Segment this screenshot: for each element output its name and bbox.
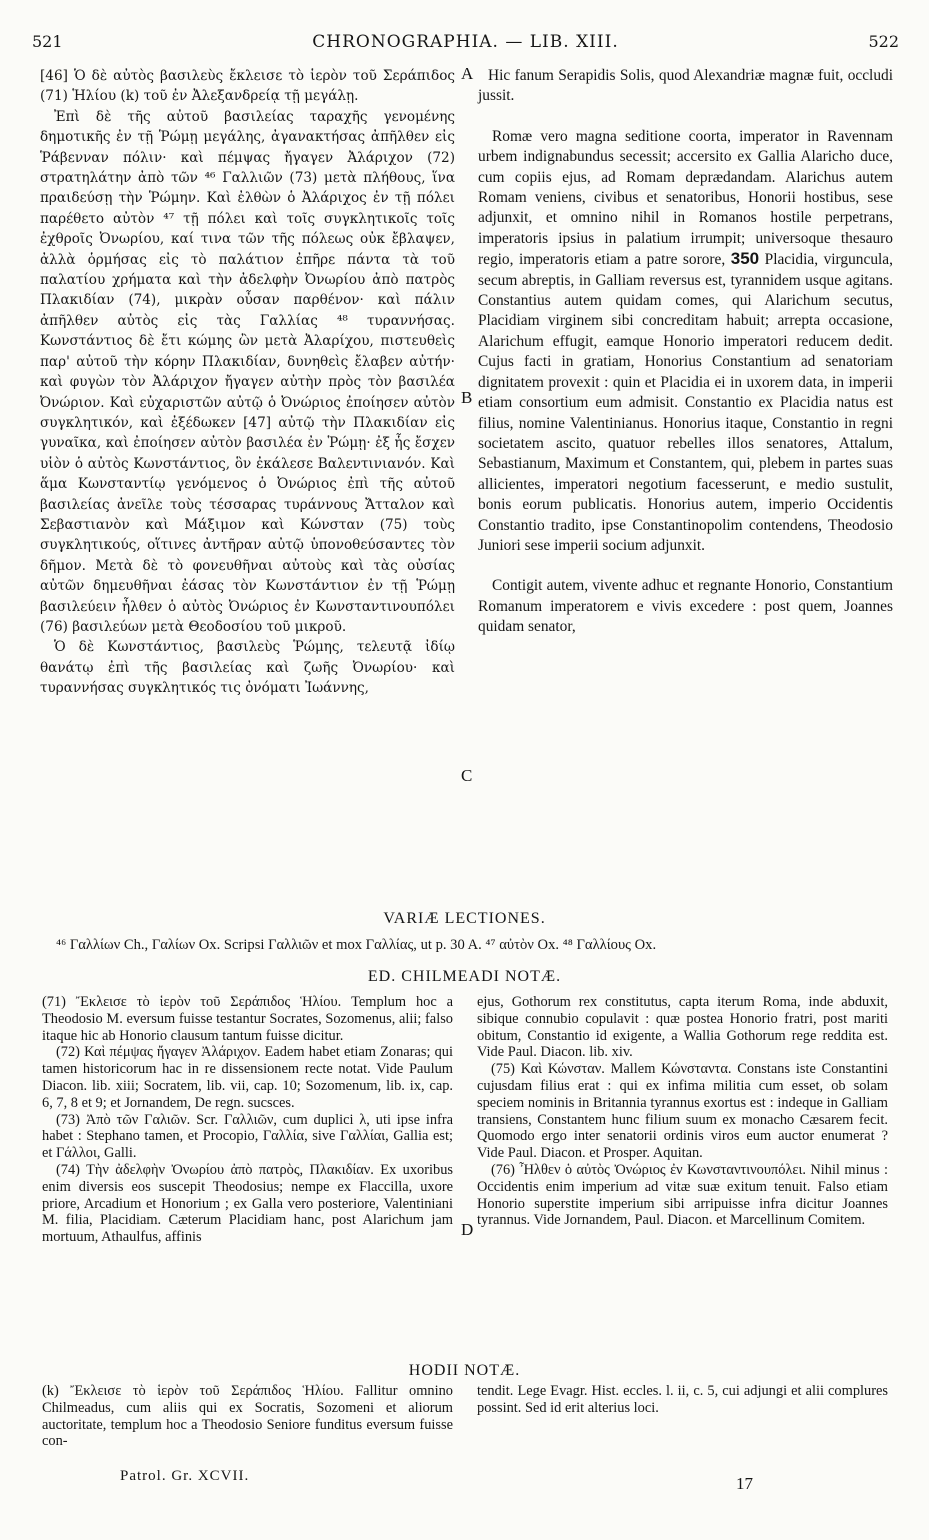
latin-paragraph-3: Contigit autem, vivente adhuc et regnante Honorio, Constantium Romanum imperatorem e vivis excedere : post quem, Joannes quidam senator,: [478, 577, 893, 636]
page-number-right: 522: [868, 32, 899, 51]
hodii-heading: HODII NOTÆ.: [408, 1362, 521, 1379]
note-74-cont: ejus, Gothorum rex constitutus, capta iterum Roma, inde abduxit, sibique connubio copulavit : quæ postea Honorio fratri, post mariti obitum, Constantio id exigente, a Wallia Gothorum rege reddita est. Vide Paul. Diacon. lib. xiv.: [477, 994, 888, 1061]
chilmead-heading: ED. CHILMEADI NOTÆ.: [367, 968, 562, 985]
column-number: 350: [730, 249, 760, 269]
variae-heading: VARIÆ LECTIONES.: [383, 910, 546, 927]
latin-paragraph-2: [478, 127, 893, 557]
note-72: (72) Καὶ πέμψας ἤγαγεν Ἀλάριχον. Eadem habet etiam Zonaras; qui tamen historicorum hac in re dissensionem recte notat. Vide Paulum Diacon. lib. xiii; Socratem, lib. vii, cap. 10; Sozomenum, lib. ix, cap. 6, 7, 8 et 9; et Jornandem, De regn. sucsces.: [42, 1044, 453, 1111]
margin-marker-b: B: [461, 388, 473, 407]
hodii-note-k: (k) Ἔκλεισε τὸ ἱερὸν τοῦ Σεράπιδος Ἡλίου. Fallitur omnino Chilmeadus, cum aliis qui ex Socratis, Sozomeni et aliorum auctoritate, templum hoc a Theodosio Seniore funditus eversum fuisse con-: [42, 1383, 453, 1450]
note-71: (71) Ἔκλεισε τὸ ἱερὸν τοῦ Σεράπιδος Ἡλίου. Templum hoc a Theodosio M. eversum fuisse testantur Socrates, Sozomenus, alii; falso itaque hic ab Honorio clausum tantum fuisse dicitur.: [42, 994, 453, 1044]
chilmead-notes-right: [477, 994, 888, 1229]
footer-signature: Patrol. Gr. XCVII.: [120, 1468, 250, 1484]
chilmead-notes-left: [42, 994, 453, 1246]
variae-text: ⁴⁶ Γαλλίων Ch., Γαλίων Ox. Scripsi Γαλλιῶν et mox Γαλλίας, ut p. 30 A. ⁴⁷ αὐτὸν Ox. ⁴⁸ Γαλλίους Ox.: [56, 937, 657, 953]
greek-paragraph-2: Ἐπὶ δὲ τῆς αὐτοῦ βασιλείας ταραχῆς γενομένης δημοτικῆς ἐν τῇ Ῥώμῃ μεγάλης, ἀγανακτήσας ἀπῆλθεν εἰς Ῥάβενναν πόλιν· καὶ πέμψας ἤγαγεν Ἀλάριχον (72) στρατηλάτην ἀπὸ τῶν ⁴⁶ Γαλλιῶν (73) μετὰ πλήθους, ἵνα πραιδεύσῃ τὴν Ῥώμην. Καὶ ἐλθὼν ὁ Ἀλάριχος ἐν τῇ πόλει παρέθετο αὐτὸν ⁴⁷ τῇ πόλει καὶ τοῖς συγκλητικοῖς τοῖς ἐχθροῖς Ὀνωρίου, καί τινα τῶν τῆς πόλεως οὐκ ἔβλαψεν, ἀλλὰ ὁρμήσας εἰς τὸ παλάτιον ἐπῆρε πάντα τὰ τοῦ παλατίου χρήματα καὶ τὴν ἀδελφὴν Ὀνωρίου ἀπὸ πατρὸς Πλακιδίαν (74), μικρὰν οὖσαν παρθένον· καὶ πάλιν ἀπῆλθεν αὐτὸς εἰς τὰς Γαλλίας ⁴⁸ τυραννήσας. Κωνστάντιος δὲ ἔτι κώμης ὢν μετὰ Ἀλαρίχου, πιστευθεὶς παρ' αὐτοῦ τὴν κόρην Πλακιδίαν, δυνηθεὶς ἔλαβεν αὐτήν· καὶ φυγὼν τὸν Ἀλάριχον ἤγαγεν αὐτὴν πρὸς τὸν βασιλέα Ὀνώριον. Καὶ εὐχαριστῶν αὐτῷ ὁ Ὀνώριος ἐποίησεν αὐτὸν συγκλητικόν, καὶ ἐξέδωκεν [47] αὐτῷ τὴν Πλακιδίαν εἰς γυναῖκα, καὶ ἐποίησεν αὐτὸν βασιλέα ἐν Ῥώμῃ· ἐξ ἧς ἔσχεν υἱὸν ὁ αὐτὸς Κωνστάντιος, ὃν ἐκάλεσε Βαλεντινιανόν. Καὶ ἅμα Κωνσταντίῳ γενόμενος ὁ Ὀνώριος ἐπὶ τῆς αὐτοῦ βασιλείας ἀνεῖλε τοὺς τέσσαρας τυράννους Ἄτταλον καὶ Σεβαστιανὸν καὶ Μάξιμον καὶ Κώνσταν (75) τοὺς συγκλητικούς, οἵτινες ἀντῆραν αὐτῷ ὑπονοθεύσαντες τὸν δῆμον. Μετὰ δὲ τὸ φονευθῆναι αὐτοὺς καὶ τὰς οὐσίας αὐτῶν δημευθῆναι ἐάσας τὸν Κωνστάντιον ἐν τῇ Ῥώμῃ βασιλεύειν ἦλθεν ὁ αὐτὸς Ὀνώριος ἐν Κωνσταντινουπόλει (76) βασιλεύων μετὰ Θεοδοσίου τοῦ μικροῦ.: [40, 108, 455, 635]
hodii-notes-right: [477, 1383, 888, 1417]
note-73: (73) Ἀπὸ τῶν Γαλιῶν. Scr. Γαλλιῶν, cum duplici λ, uti ipse infra habet : Stephano tamen, et Procopio, Γαλλία, sive Γαλλίαι, Gallia est; et Γάλλοι, Galli.: [42, 1111, 453, 1162]
note-76: (76) Ἦλθεν ὁ αὐτὸς Ὀνώριος ἐν Κωνσταντινουπόλει. Nihil minus : Occidentis enim imperium ad vitæ suæ exitum tenuit. Falso etiam Honorio superstite imperium sibi arripuisse infra dicitur Joannes tyrannus. Vide Jornandem, Paul. Diacon. et Marcellinum Comitem.: [477, 1161, 888, 1229]
running-header: [32, 32, 899, 56]
greek-paragraph-3: Ὁ δὲ Κωνστάντιος, βασιλεὺς Ῥώμης, τελευτᾷ ἰδίῳ θανάτῳ ἐπὶ τῆς βασιλείας καὶ ζωῆς Ὀνωρίου· καὶ τυραννήσας συγκλητικός τις ὀνόματι Ἰωάννης,: [40, 639, 455, 697]
latin-column: [478, 66, 893, 638]
margin-marker-a: A: [461, 64, 474, 83]
margin-marker-d: D: [461, 1220, 474, 1239]
running-title: CHRONOGRAPHIA. — LIB. XIII.: [312, 32, 619, 52]
latin-paragraph-2b: Placidia, virguncula, secum abreptis, in Galliam reversus est, tyrannidem usque agitans. Constantius autem quidam comes, qui Alarichum secutus, Placidiam virginem sibi concreditam habuit; arrepta occasione, Alarichum effugit, eamque Honorio imperatori reducem dedit. Cujus facti in gratiam, Honorius Constantium ad senatoriam dignitatem provexit : quin et Placidia ei in uxorem data, in imperii etiam consortium eum admisit. Constantio ex Placidia natus est filius, nomine Valentinianus. Honorius itaque, Constantio in regni societatem ascito, quatuor rebelles illos senatores, Attalum, Sebastianum, Maximum et Constantem, qui, plebem in partes suas allicientes, imperatori negotium facesserunt, e medio sustulit, bonis eorum publicatis. Honorius autem, imperio Occidentis Constantio tradito, ipse Constantinopolim contendens, Theodosio Juniori sese imperii socium adjunxit.: [478, 251, 893, 554]
margin-marker-c: C: [461, 766, 473, 785]
greek-paragraph-1: [46] Ὁ δὲ αὐτὸς βασιλεὺς ἔκλεισε τὸ ἱερὸν τοῦ Σεράπιδος (71) Ἡλίου (k) τοῦ ἐν Ἀλεξανδρείᾳ τῇ μεγάλῃ.: [40, 68, 455, 105]
footer-sheet-number: 17: [736, 1474, 753, 1493]
greek-column: [40, 66, 455, 699]
note-74: (74) Τὴν ἀδελφὴν Ὀνωρίου ἀπὸ πατρὸς, Πλακιδίαν. Ex uxoribus enim diversis eos suscepit Theodosius; nempe ex Flaccilla, uxore priore, Arcadium et Honorium ; ex Galla vero posteriore, Valentiniani M. filia, Placidiam. Cæterum Placidiam hanc, post Alarichum jam mortuum, Athaulfus, affinis: [42, 1161, 453, 1246]
page-number-left: 521: [32, 32, 63, 51]
note-75: (75) Καὶ Κώνσταν. Mallem Κώνσταντα. Constans iste Constantini cujusdam filius erat : qui ex infima militia cum esset, ob solam speciem nominis in Britannia tyrannus exortus est : indeque in Galliam transiens, Constantem hunc filium suum ex monacho Cæsarem fecit. Quomodo ergo inter senatorii ordinis viros eum auctor enumerat ? Vide Paul. Diacon. et Prosper. Aquitan.: [477, 1061, 888, 1162]
hodii-notes-left: [42, 1383, 453, 1450]
hodii-note-k-cont: tendit. Lege Evagr. Hist. eccles. l. ii, c. 5, cui adjungi et alii complures possint. Sed id erit alterius loci.: [477, 1383, 888, 1416]
latin-paragraph-2a: Romæ vero magna seditione coorta, imperator in Ravennam urbem indignabundus secessit; accersito ex Gallia Alaricho duce, cum copiis ejus, ad Romam deprædandam. Alarichus autem Romam veniens, civibus et senatoribus, Honorii hostibus, sese adjunxit, et omnino nihil in Romanos hostile perpetrans, imperatoris ipsius in palatium irrumpit; universoque thesauro regio, imperatoris etiam a patre sorore,: [478, 127, 893, 269]
latin-paragraph-1: Hic fanum Serapidis Solis, quod Alexandriæ magnæ fuit, occludi jussit.: [478, 67, 893, 105]
